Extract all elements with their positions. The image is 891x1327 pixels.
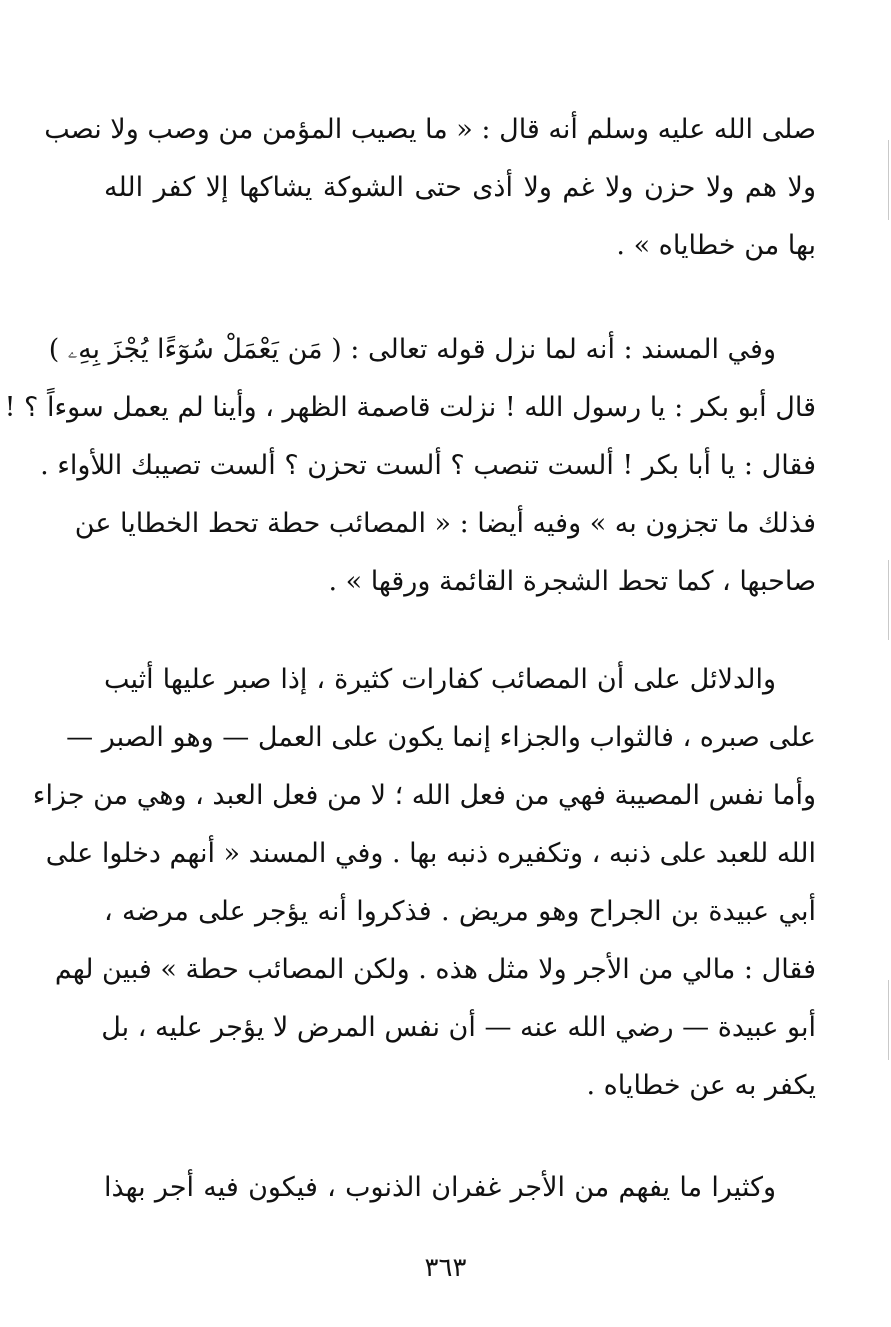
text-line: صاحبها ، كما تحط الشجرة القائمة ورقها » . <box>328 566 816 597</box>
text-line: ولا هم ولا حزن ولا غم ولا أذى حتى الشوكة يشاكها إلا كفر الله <box>104 172 816 203</box>
paragraph-hadith-affliction <box>44 101 816 275</box>
scan-edge-mark <box>888 140 889 220</box>
text-line: وفي المسند : أنه لما نزل قوله تعالى : ( مَن يَعْمَلْ سُوٓءًا يُجْزَ بِهِۦ ) <box>48 334 776 365</box>
text-line: قال أبو بكر : يا رسول الله ! نزلت قاصمة الظهر ، وأينا لم يعمل سوءاً ؟ ! <box>4 392 816 423</box>
scan-edge-mark <box>888 980 889 1060</box>
text-line: صلى الله عليه وسلم أنه قال : « ما يصيب المؤمن من وصب ولا نصب <box>44 114 816 145</box>
text-line: أبي عبيدة بن الجراح وهو مريض . فذكروا أنه يؤجر على مرضه ، <box>104 896 816 927</box>
text-line: أبو عبيدة — رضي الله عنه — أن نفس المرض لا يؤجر عليه ، بل <box>101 1012 816 1043</box>
text-line: فقال : مالي من الأجر ولا مثل هذه . ولكن المصائب حطة » فبين لهم <box>54 954 816 985</box>
text-line: على صبره ، فالثواب والجزاء إنما يكون على العمل — وهو الصبر — <box>66 722 816 753</box>
page-number: ٣٦٣ <box>424 1253 467 1283</box>
text-line: وكثيرا ما يفهم من الأجر غفران الذنوب ، فيكون فيه أجر بهذا <box>104 1172 776 1203</box>
text-line: والدلائل على أن المصائب كفارات كثيرة ، إذا صبر عليها أثيب <box>104 664 776 695</box>
text-line: وأما نفس المصيبة فهي من فعل الله ؛ لا من فعل العبد ، وهي من جزاء <box>32 780 816 811</box>
paragraph-evidence-expiation <box>32 651 816 1115</box>
text-line: يكفر به عن خطاياه . <box>586 1070 816 1101</box>
scan-edge-mark <box>888 560 889 640</box>
paragraph-musnad-verse <box>4 321 816 611</box>
text-line: فذلك ما تجزون به » وفيه أيضا : « المصائب حطة تحط الخطايا عن <box>74 508 816 539</box>
paragraph-reward-forgiveness <box>104 1159 816 1217</box>
text-line: بها من خطاياه » . <box>616 230 816 261</box>
text-line: فقال : يا أبا بكر ! ألست تنصب ؟ ألست تحزن ؟ ألست تصيبك اللأواء . <box>40 450 816 481</box>
text-line: الله للعبد على ذنبه ، وتكفيره ذنبه بها . وفي المسند « أنهم دخلوا على <box>45 838 816 869</box>
